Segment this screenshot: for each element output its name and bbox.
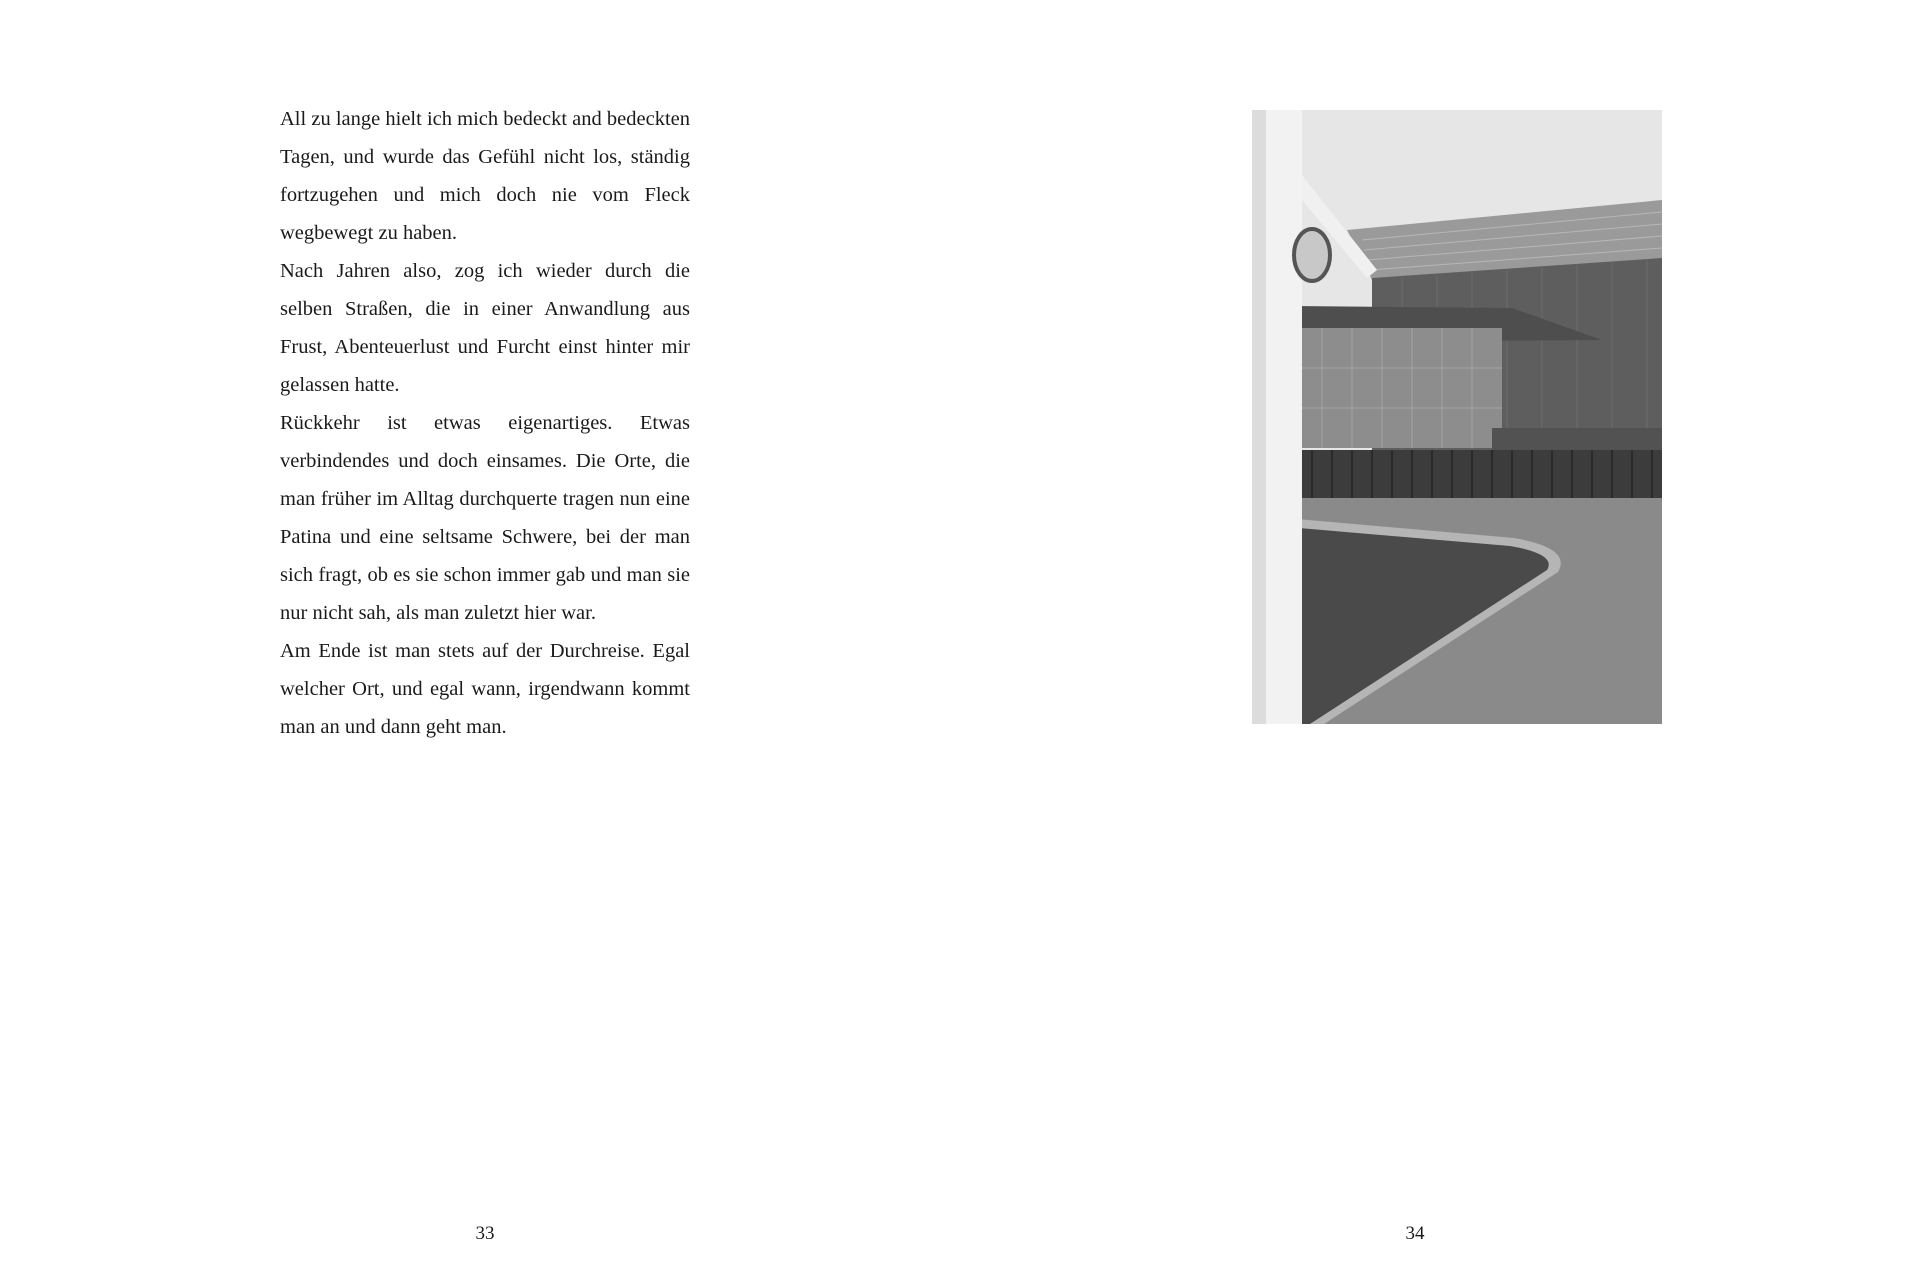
- photo-wall-shadow: [1252, 110, 1266, 724]
- paragraph-2: Nach Jahren also, zog ich wieder durch die selben Straßen, die in einer Anwandlung aus Frust, Abenteuerlust und Furcht einst hinter mir gelassen hatte.: [280, 260, 690, 396]
- right-page: [960, 0, 1920, 1280]
- body-text: [280, 100, 690, 746]
- photo-illustration: [1252, 110, 1662, 724]
- paragraph-1: All zu lange hielt ich mich bedeckt and bedeckten Tagen, und wurde das Gefühl nicht los, ständig fortzugehen und mich doch nie vom Fleck wegbewegt zu haben.: [280, 108, 690, 244]
- paragraph-4: Am Ende ist man stets auf der Durchreise. Egal welcher Ort, und egal wann, irgendwann kommt man an und dann geht man.: [280, 640, 690, 738]
- page-number-left: 33: [475, 1223, 495, 1244]
- photo-greenhouse: [1292, 328, 1502, 448]
- photograph: [1252, 110, 1662, 724]
- paragraph-3: Rückkehr ist etwas eigenartiges. Etwas verbindendes und doch einsames. Die Orte, die man früher im Alltag durchquerte tragen nun eine Patina und eine seltsame Schwere, bei der man sich fragt, ob es sie schon immer gab und man sie nur nicht sah, als man zuletzt hier war.: [280, 412, 690, 624]
- photo-wall-lamp: [1294, 229, 1330, 281]
- page-number-right: 34: [1405, 1223, 1425, 1244]
- photo-fence: [1292, 450, 1662, 500]
